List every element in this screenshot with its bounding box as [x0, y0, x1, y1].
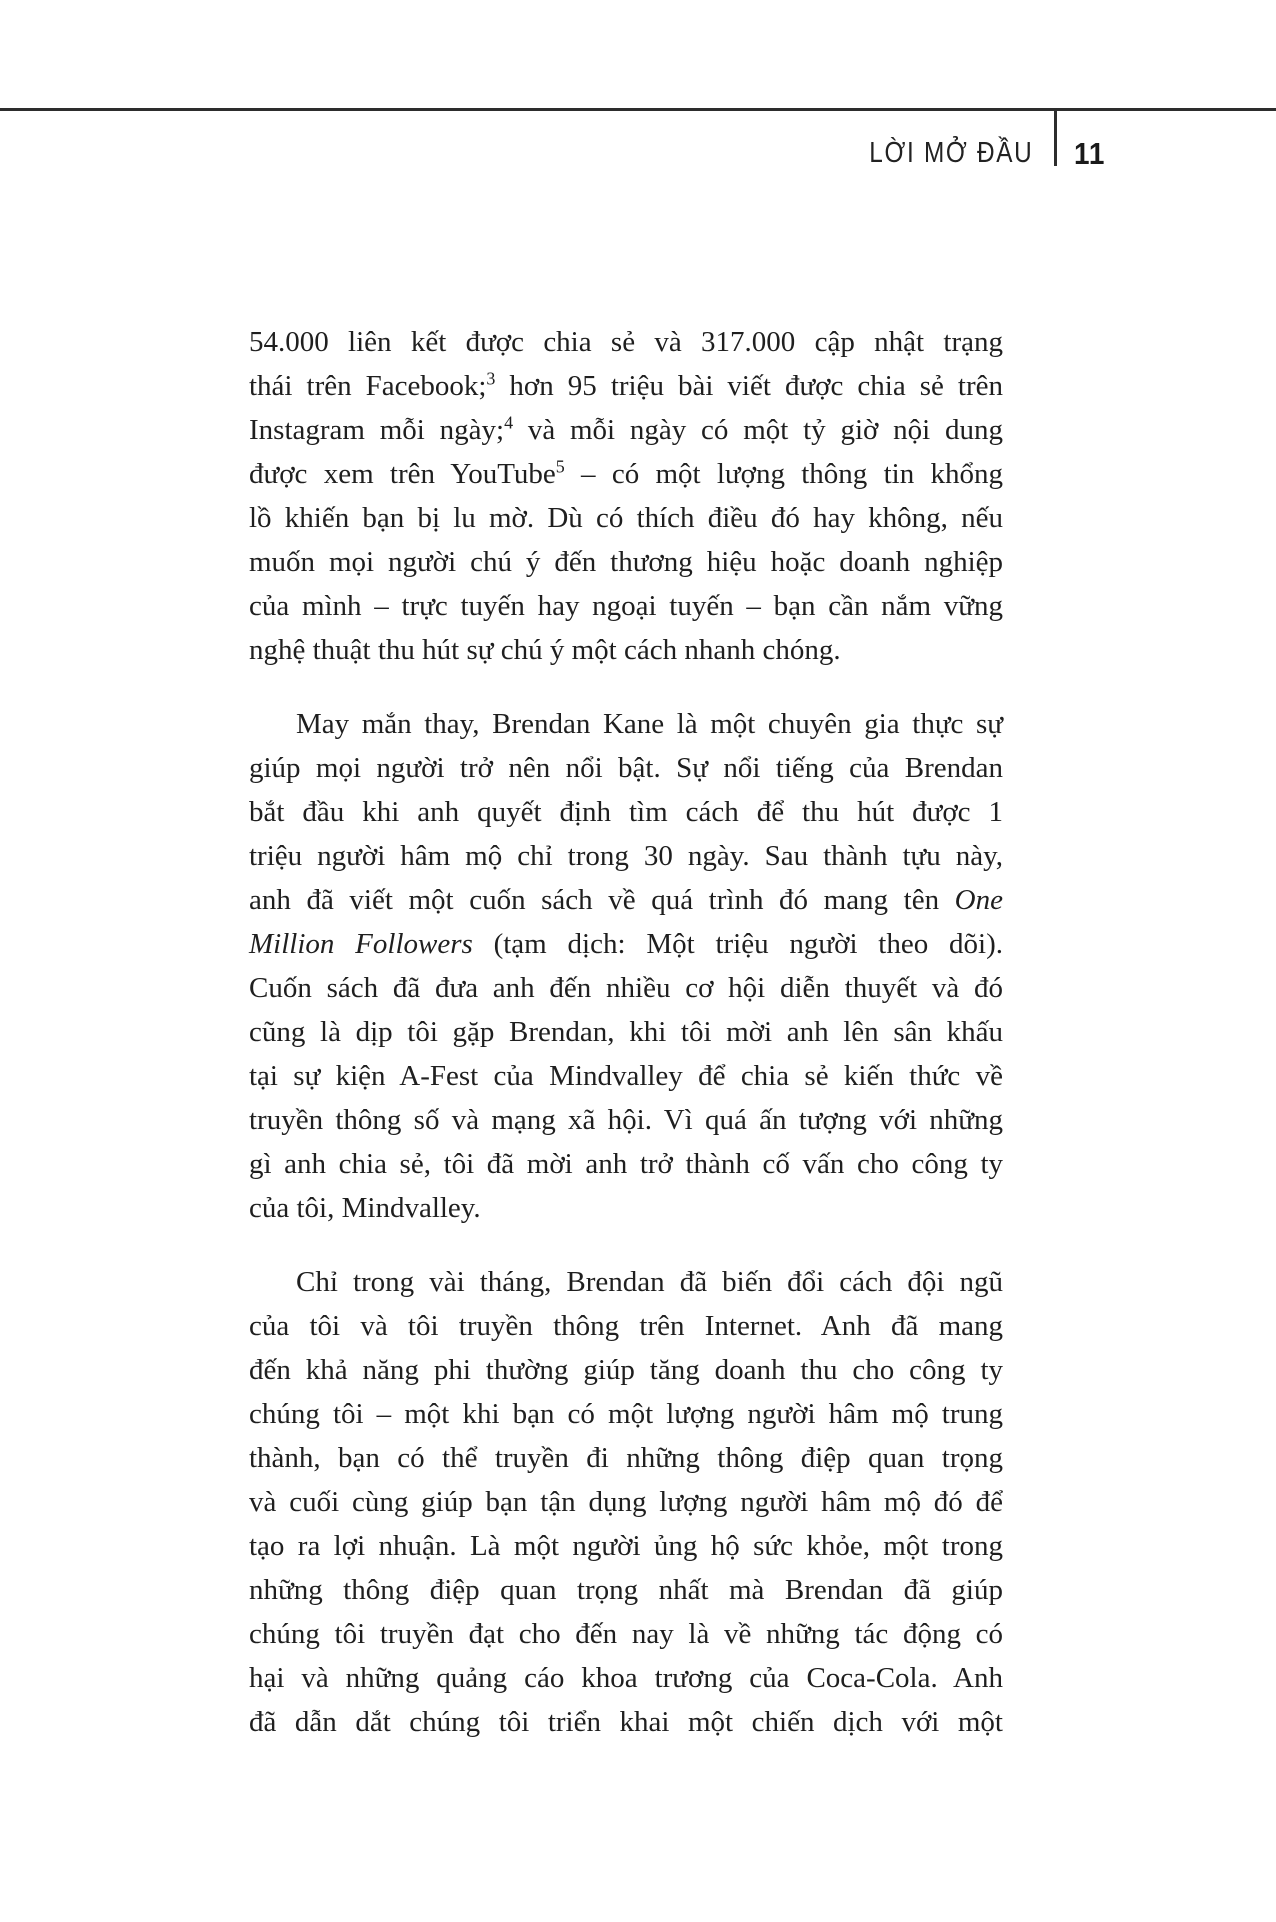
text-line [249, 540, 1003, 584]
text-line [249, 1304, 1003, 1348]
text-segment: đã dẫn dắt chúng tôi triển khai một chiến dịch với một [249, 1706, 1003, 1738]
text-line [249, 746, 1003, 790]
text-segment: giúp mọi người trở nên nổi bật. Sự nổi tiếng của Brendan [249, 752, 1003, 784]
paragraph [249, 320, 1003, 672]
text-segment: lồ khiến bạn bị lu mờ. Dù có thích điều đó hay không, nếu [249, 502, 1003, 534]
text-line [249, 320, 1003, 364]
text-segment: gì anh chia sẻ, tôi đã mời anh trở thành cố vấn cho công ty [249, 1148, 1003, 1180]
page-number: 11 [1074, 136, 1106, 171]
text-line [249, 1054, 1003, 1098]
text-line [249, 1568, 1003, 1612]
header-divider [1054, 108, 1057, 166]
text-line [249, 702, 1003, 746]
text-line [249, 496, 1003, 540]
text-line [249, 834, 1003, 878]
text-segment: Instagram mỗi ngày; [249, 414, 505, 446]
text-line [249, 1010, 1003, 1054]
text-segment: truyền thông số và mạng xã hội. Vì quá ấn tượng với những [249, 1104, 1003, 1136]
text-segment: và mỗi ngày có một tỷ giờ nội dung [513, 414, 1003, 446]
paragraph [249, 1260, 1003, 1744]
text-line [249, 584, 1003, 628]
text-segment: – có một lượng thông tin khổng [564, 458, 1003, 490]
text-line [249, 1260, 1003, 1304]
text-line [249, 1436, 1003, 1480]
text-line [249, 1098, 1003, 1142]
text-segment: của tôi, Mindvalley. [249, 1192, 481, 1224]
text-segment: chúng tôi truyền đạt cho đến nay là về những tác động có [249, 1618, 1003, 1650]
text-segment: triệu người hâm mộ chỉ trong 30 ngày. Sau thành tựu này, [249, 840, 1003, 872]
text-segment: của tôi và tôi truyền thông trên Internet. Anh đã mang [249, 1310, 1003, 1342]
text-segment: và cuối cùng giúp bạn tận dụng lượng người hâm mộ đó để [249, 1486, 1003, 1518]
text-line [249, 922, 1003, 966]
text-segment: May mắn thay, Brendan Kane là một chuyên gia thực sự [296, 708, 1003, 740]
text-segment: cũng là dịp tôi gặp Brendan, khi tôi mời anh lên sân khấu [249, 1016, 1003, 1048]
text-segment: chúng tôi – một khi bạn có một lượng người hâm mộ trung [249, 1398, 1003, 1430]
text-line [249, 790, 1003, 834]
text-segment: Million Followers [249, 928, 473, 960]
text-segment: 54.000 liên kết được chia sẻ và 317.000 cập nhật trạng [249, 326, 1003, 358]
text-line [249, 1612, 1003, 1656]
text-segment: anh đã viết một cuốn sách về quá trình đó mang tên [249, 884, 955, 916]
text-line [249, 1656, 1003, 1700]
footnote-ref: 4 [504, 412, 514, 433]
text-segment: nghệ thuật thu hút sự chú ý một cách nhanh chóng. [249, 634, 841, 666]
text-segment: những thông điệp quan trọng nhất mà Brendan đã giúp [249, 1574, 1003, 1606]
text-segment: đến khả năng phi thường giúp tăng doanh thu cho công ty [249, 1354, 1003, 1386]
body-text [249, 320, 1003, 1744]
text-line [249, 628, 1003, 672]
text-line [249, 408, 1003, 452]
text-line [249, 1480, 1003, 1524]
text-segment: Chỉ trong vài tháng, Brendan đã biến đổi cách đội ngũ [296, 1266, 1003, 1298]
text-line [249, 1392, 1003, 1436]
text-line [249, 1348, 1003, 1392]
text-line [249, 1700, 1003, 1744]
running-title: LỜI MỞ ĐẦU [868, 137, 1033, 169]
footnote-ref: 3 [486, 368, 496, 389]
text-segment: thái trên Facebook; [249, 370, 487, 402]
text-segment: được xem trên YouTube [249, 458, 556, 490]
text-segment: Cuốn sách đã đưa anh đến nhiều cơ hội diễn thuyết và đó [249, 972, 1003, 1004]
paragraph [249, 702, 1003, 1230]
text-line [249, 452, 1003, 496]
header-rule [0, 108, 1276, 111]
text-line [249, 966, 1003, 1010]
text-line [249, 1142, 1003, 1186]
text-segment: của mình – trực tuyến hay ngoại tuyến – bạn cần nắm vững [249, 590, 1003, 622]
text-segment: hại và những quảng cáo khoa trương của Coca-Cola. Anh [249, 1662, 1003, 1694]
text-line [249, 364, 1003, 408]
text-line [249, 878, 1003, 922]
text-segment: tạo ra lợi nhuận. Là một người ủng hộ sức khỏe, một trong [249, 1530, 1003, 1562]
text-segment: bắt đầu khi anh quyết định tìm cách để thu hút được 1 [249, 796, 1003, 828]
text-segment: muốn mọi người chú ý đến thương hiệu hoặc doanh nghiệp [249, 546, 1003, 578]
text-segment: hơn 95 triệu bài viết được chia sẻ trên [495, 370, 1003, 402]
text-segment: tại sự kiện A-Fest của Mindvalley để chia sẻ kiến thức về [249, 1060, 1003, 1092]
text-line [249, 1186, 1003, 1230]
text-line [249, 1524, 1003, 1568]
text-segment: thành, bạn có thể truyền đi những thông điệp quan trọng [249, 1442, 1003, 1474]
text-segment: (tạm dịch: Một triệu người theo dõi). [472, 928, 1003, 960]
text-segment: One [954, 884, 1003, 916]
footnote-ref: 5 [555, 456, 565, 477]
